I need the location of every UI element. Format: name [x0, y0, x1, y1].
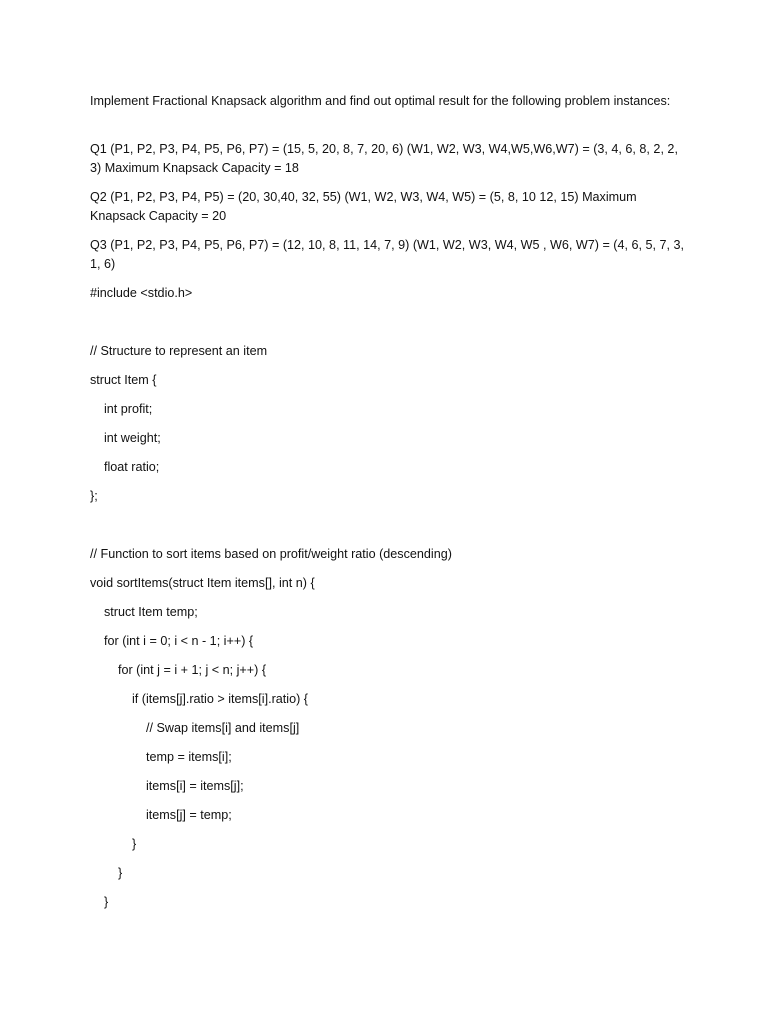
code-line: // Function to sort items based on profit/weight ratio (descending): [90, 547, 452, 561]
code-line: items[j] = temp;: [90, 808, 232, 822]
code-line: struct Item temp;: [90, 605, 198, 619]
question-3: Q3 (P1, P2, P3, P4, P5, P6, P7) = (12, 10, 8, 11, 14, 7, 9) (W1, W2, W3, W4, W5 , W6, W7) = (4, 6, 5, 7, 3, 1, 6): [90, 238, 685, 271]
code-line: for (int i = 0; i < n - 1; i++) {: [90, 634, 254, 648]
code-line: };: [90, 489, 98, 503]
code-line: for (int j = i + 1; j < n; j++) {: [90, 663, 267, 677]
question-1: Q1 (P1, P2, P3, P4, P5, P6, P7) = (15, 5, 20, 8, 7, 20, 6) (W1, W2, W3, W4,W5,W6,W7) = (3, 4, 6, 8, 2, 2, 3) Maximum Knapsack Capacity = 18: [90, 142, 678, 175]
code-line: // Swap items[i] and items[j]: [90, 721, 300, 735]
code-line: int weight;: [90, 431, 161, 445]
code-line: }: [90, 866, 123, 880]
code-line: int profit;: [90, 402, 153, 416]
code-line: }: [90, 837, 137, 851]
code-line: float ratio;: [90, 460, 160, 474]
code-line: struct Item {: [90, 373, 157, 387]
code-line: #include <stdio.h>: [90, 286, 193, 300]
question-2: Q2 (P1, P2, P3, P4, P5) = (20, 30,40, 32, 55) (W1, W2, W3, W4, W5) = (5, 8, 10 12, 15) Maximum Knapsack Capacity = 20: [90, 190, 637, 223]
code-line: // Structure to represent an item: [90, 344, 268, 358]
code-line: void sortItems(struct Item items[], int n) {: [90, 576, 315, 590]
code-line: temp = items[i];: [90, 750, 232, 764]
code-line: }: [90, 895, 109, 909]
code-line: if (items[j].ratio > items[i].ratio) {: [90, 692, 308, 706]
intro-paragraph: Implement Fractional Knapsack algorithm and find out optimal result for the following problem instances:: [90, 94, 671, 108]
code-line: items[i] = items[j];: [90, 779, 244, 793]
document-page: [90, 0, 690, 1024]
